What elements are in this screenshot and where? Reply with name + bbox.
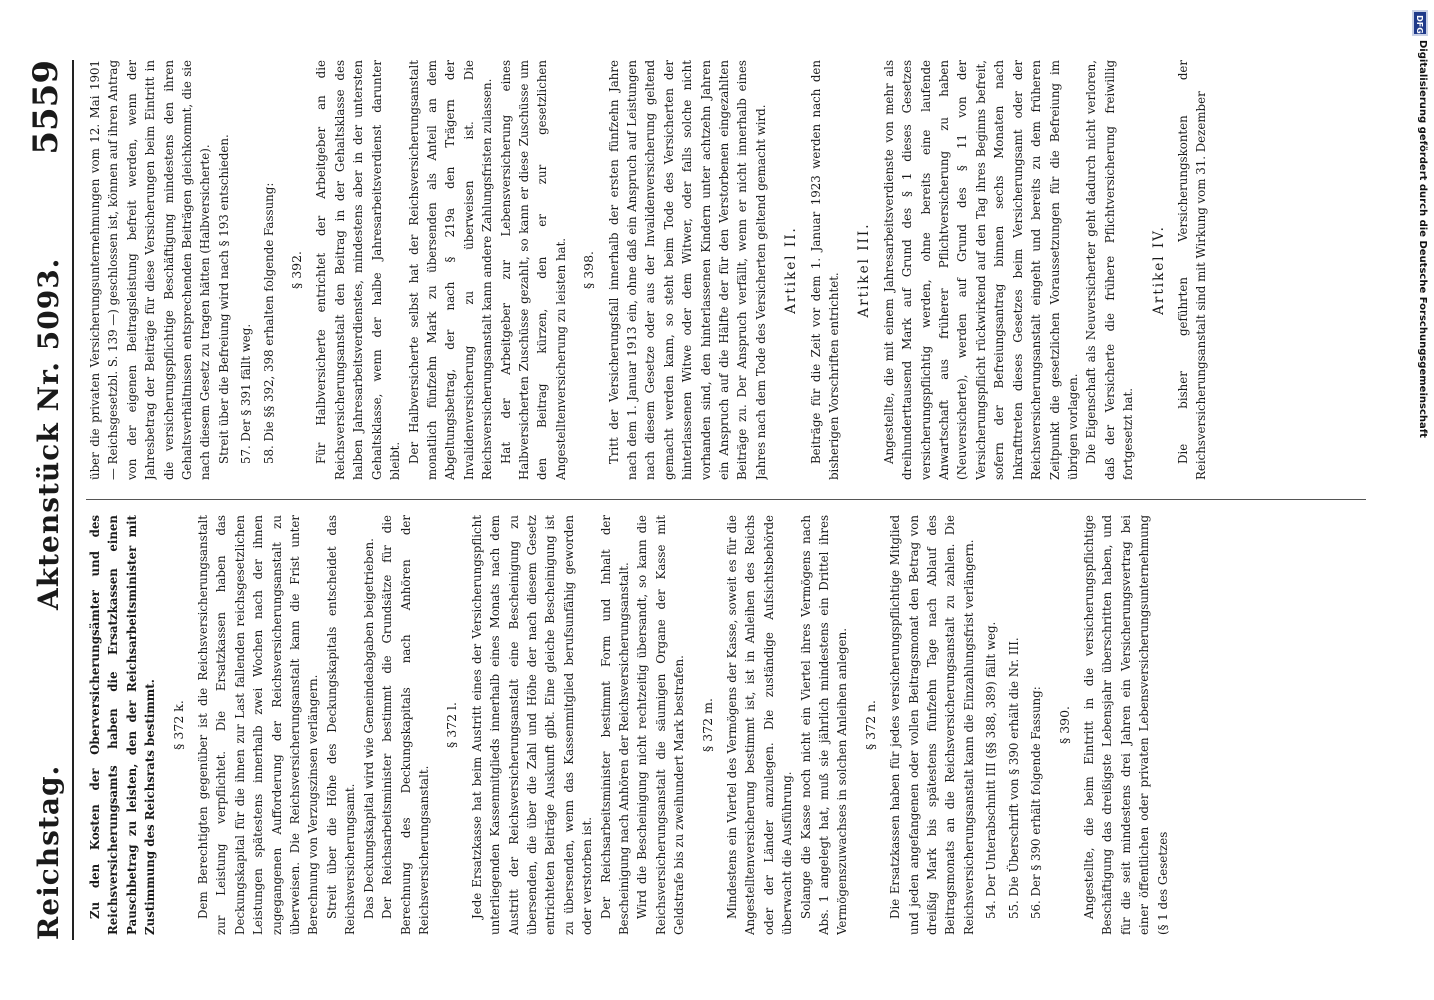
page-number: 5559: [26, 60, 66, 155]
paragraph: Angestellte, die beim Eintritt in die versicherungspflichtige Beschäftigung das dreißigste Lebensjahr überschritten haben, und für die seit mindestens drei Jahren ein Versicherungsvertrag bei einer öffentlichen oder privaten Lebensversicherungsunternehmung (§ 1 des Gesetzes: [1081, 515, 1170, 935]
section-heading: § 372 n.: [862, 699, 878, 751]
paragraph: Der Halbversicherte selbst hat der Reichsversicherungsanstalt monatlich fünfzehn Mark zu übersenden als Anteil an dem Abgeltungsbetrag, der nach § 219a den Trägern der Invalidenversicherung zu überweisen ist. Die Reichsversicherungsanstalt kann andere Zahlungsfristen zulassen.: [406, 60, 495, 480]
paragraph: Die Ersatzkassen haben für jedes versicherungspflichtige Mitglied und jeden angefangenen oder vollen Beitragsmonat den Betrag von dreißig Mark bis spätestens fünfzehn Tage nach Ablauf des Beitragsmonats an die Reichsversicherungsanstalt zu zahlen. Die Reichsversicherungsanstalt kann die Einzahlungsfrist verlängern.: [888, 515, 976, 935]
paragraph: Streit über die Höhe des Deckungskapitals entscheidet das Reichsversicherungsamt.: [324, 515, 358, 935]
section-heading: § 372 m.: [699, 698, 715, 752]
digitization-credit: Digitalisierung gefördert durch die Deutsche Forschungsgemeinschaft: [1417, 40, 1428, 438]
paragraph: Tritt der Versicherungsfall innerhalb der ersten fünfzehn Jahre nach dem 1. Januar 1913 ein, ohne daß ein Anspruch auf Leistungen nach diesem Gesetze oder aus der Invalidenversicherung geltend gemacht werden kann, so steht beim Tode des Versicherten der hinterlassenen Witwe oder dem Witwer, oder falls solche nicht vorhanden sind, den hinterlassenen Kindern unter achtzehn Jahren ein Anspruch auf die Hälfte der für den Verstorbenen eingezahlten Beiträge zu. Der Anspruch verfällt, wenn er nicht innerhalb eines Jahres nach dem Tode des Versicherten geltend gemacht wird.: [606, 60, 768, 480]
paragraph: Hat der Arbeitgeber zur Lebensversicherung eines Halbversicherten Zuschüsse gezahlt, so kann er diese Zuschüsse um den Beitrag kürzen, den er zur gesetzlichen Angestelltenversicherung zu leisten hat.: [498, 60, 568, 480]
article-heading: Artikel IV.: [1150, 225, 1167, 315]
left-column: [86, 515, 1376, 935]
header-left: Reichstag.: [32, 764, 65, 940]
column-divider: [86, 499, 1366, 500]
list-item: 56. Der § 390 erhält folgende Fassung:: [1029, 686, 1044, 919]
list-item: 54. Der Unterabschnitt III (§§ 388, 389) fällt weg.: [984, 621, 999, 919]
paragraph: Wird die Bescheinigung nicht rechtzeitig übersandt, so kann die Reichsversicherungsanstalt die säumigen Organe der Kasse mit Geldstrafe bis zu zweihundert Mark bestrafen.: [635, 515, 687, 935]
header-title: Aktenstück Nr. 5093.: [32, 257, 65, 610]
digitization-sidebar: [1412, 0, 1434, 1000]
section-heading: § 398.: [581, 250, 597, 290]
section-heading: § 390.: [1056, 705, 1072, 745]
paragraph: Dem Berechtigten gegenüber ist die Reichsversicherungsanstalt zur Leistung verpflichtet. Die Ersatzkassen haben das Deckungskapital für die ihnen zur Last fallenden reichsgesetzlichen Leistungen spätestens innerhalb zwei Wochen nach der ihnen zugegangenen Aufforderung der Reichsversicherungsanstalt zu überweisen. Die Reichsversicherungsanstalt kann die Frist unter Berechnung von Verzugszinsen verlängern.: [196, 515, 321, 935]
paragraph: Die Eigenschaft als Neuversicherter geht dadurch nicht verloren, daß der Versicherte die frühere Pflichtversicherung freiwillig fortgesetzt hat.: [1084, 60, 1136, 480]
paragraph: Jede Ersatzkasse hat beim Austritt eines der Versicherungspflicht unterliegenden Kassenmitglieds innerhalb eines Monats nach dem Austritt der Reichsversicherungsanstalt eine Bescheinigung zu übersenden, die über die Zahl und Höhe der nach diesem Gesetz entrichteten Beiträge Auskunft gibt. Eine gleiche Bescheinigung ist zu übersenden, wenn das Kassenmitglied berufsunfähig geworden oder verstorben ist.: [469, 515, 595, 935]
right-column: [86, 60, 1376, 480]
paragraph: Streit über die Befreiung wird nach § 193 entschieden.: [216, 134, 231, 464]
article-heading: Artikel II.: [783, 226, 800, 314]
list-item: 57. Der § 391 fällt weg.: [239, 323, 254, 464]
paragraph: über die privaten Versicherungsunternehmungen vom 12. Mai 1901 — Reichsgesetzbl. S. 139 —) geschlossen ist, können auf ihren Antrag von der eigenen Beitragsleistung befreit werden, wenn der Jahresbetrag der Beiträge für diese Versicherungen beim Eintritt in die versicherungspflichtige Beschäftigung mindestens den ihren Gehaltsverhältnissen entsprechenden Beiträgen gleichkommt, die sie nach diesem Gesetz zu tragen hätten (Halbversicherte).: [88, 60, 213, 480]
list-item: 58. Die §§ 392, 398 erhalten folgende Fassung:: [261, 182, 276, 464]
paragraph: Der Reichsarbeitsminister bestimmt die Grundsätze für die Berechnung des Deckungskapitals nach Anhören der Reichsversicherungsanstalt.: [380, 515, 431, 935]
paragraph: Das Deckungskapital wird wie Gemeindeabgaben beigetrieben.: [361, 538, 376, 919]
paragraph: Zu den Kosten der Oberversicherungsämter und des Reichsversicherungsamts haben die Ersatzkassen einen Pauschbetrag zu leisten, den der Reichsarbeitsminister mit Zustimmung des Reichsrats bestimmt.: [88, 515, 158, 935]
paragraph: Beiträge für die Zeit vor dem 1. Januar 1923 werden nach den bisherigen Vorschriften entrichtet.: [808, 60, 842, 480]
dfg-logo: DFG: [1412, 10, 1428, 36]
section-heading: § 372 l.: [444, 701, 460, 749]
paragraph: Angestellte, die mit einem Jahresarbeitsverdienste von mehr als dreihunderttausend Mark auf Grund des § 1 dieses Gesetzes versicherungspflichtig werden, ohne bereits eine laufende Anwartschaft aus früherer Pflichtversicherung zu haben (Neuversicherte), werden auf Grund des § 11 von der Versicherungspflicht rückwirkend auf den Tag ihres Beginns befreit, sofern der Befreiungsantrag binnen sechs Monaten nach Inkrafttreten dieses Gesetzes beim Versicherungsamt oder der Reichsversicherungsanstalt eingeht und bereits zu dem früheren Zeitpunkt die gesetzlichen Voraussetzungen für die Befreiung im übrigen vorlagen.: [881, 60, 1080, 480]
paragraph: Für Halbversicherte entrichtet der Arbeitgeber an die Reichsversicherungsanstalt den Beitrag in der Gehaltsklasse des halben Jahresarbeitsverdienstes, mindestens aber in der untersten Gehaltsklasse, wenn der halbe Jahresarbeitsverdienst darunter bleibt.: [314, 60, 403, 480]
list-item: 55. Die Überschrift von § 390 erhält die Nr. III.: [1006, 637, 1021, 919]
paragraph: Der Reichsarbeitsminister bestimmt Form und Inhalt der Bescheinigung nach Anhören der Reichsversicherungsanstalt.: [598, 515, 631, 935]
page-header: [20, 60, 74, 940]
paragraph: Mindestens ein Viertel des Vermögens der Kasse, soweit es für die Angestelltenversicherung bestimmt ist, ist in Anleihen des Reichs oder der Länder anzulegen. Die zuständige Aufsichtsbehörde überwacht die Ausführung.: [725, 515, 795, 935]
article-heading: Artikel III.: [856, 222, 873, 318]
section-heading: § 372 k.: [170, 700, 186, 750]
paragraph: Solange die Kasse noch nicht ein Viertel ihres Vermögens nach Abs. 1 angelegt hat, muß sie jährlich mindestens ein Drittel ihres Vermögenszuwachses in solchen Anleihen anlegen.: [798, 515, 850, 935]
section-heading: § 392.: [289, 250, 305, 290]
paragraph: Die bisher geführten Versicherungskonten der Reichsversicherungsanstalt sind mit Wirkung vom 31. Dezember: [1175, 60, 1209, 480]
